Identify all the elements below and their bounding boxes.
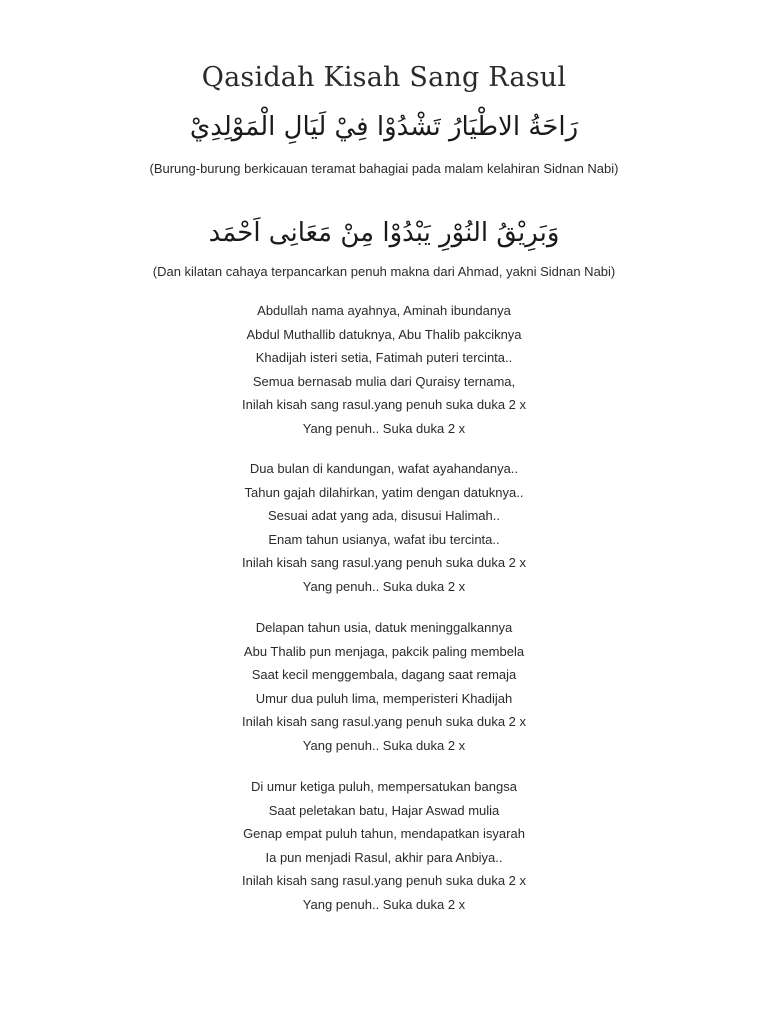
stanza-line: Inilah kisah sang rasul.yang penuh suka duka 2 x (241, 555, 527, 570)
stanza-2 (0, 457, 768, 598)
stanza-line: Yang penuh.. Suka duka 2 x (302, 420, 466, 436)
translation-verse-2: (Dan kilatan cahaya terpancarkan penuh makna dari Ahmad, yakni Sidnan Nabi) (152, 264, 616, 279)
stanza-line: Genap empat puluh tahun, mendapatkan isyarah (243, 826, 525, 841)
stanza-line: Saat kecil menggembala, dagang saat remaja (251, 667, 517, 682)
stanza-line: Umur dua puluh lima, memperisteri Khadijah (255, 690, 513, 706)
stanza-line: Yang penuh.. Suka duka 2 x (302, 737, 466, 753)
stanza-line: Di umur ketiga puluh, mempersatukan bangsa (251, 779, 517, 794)
stanza-1 (0, 299, 768, 440)
stanza-line: Abdullah nama ayahnya, Aminah ibundanya (257, 303, 511, 318)
stanza-line: Sesuai adat yang ada, disusui Halimah.. (268, 508, 500, 523)
stanza-line: Delapan tahun usia, datuk meninggalkannya (255, 620, 513, 635)
stanza-line: Saat peletakan batu, Hajar Aswad mulia (268, 802, 500, 818)
stanza-3 (0, 616, 768, 757)
stanza-line: Abdul Muthallib datuknya, Abu Thalib pakciknya (246, 326, 522, 342)
stanza-line: Inilah kisah sang rasul.yang penuh suka duka 2 x (241, 714, 527, 729)
arabic-verse-2: وَبَرِيْقُ النُوْرِ يَبْدُوْا مِنْ مَعَانِى اَحْمَد (208, 218, 560, 248)
stanza-line: Inilah kisah sang rasul.yang penuh suka duka 2 x (241, 397, 527, 412)
stanza-line: Ia pun menjadi Rasul, akhir para Anbiya.. (265, 849, 503, 865)
translation-verse-1: (Burung-burung berkicauan teramat bahagiai pada malam kelahiran Sidnan Nabi) (149, 161, 619, 176)
stanza-line: Semua bernasab mulia dari Quraisy ternama, (252, 373, 516, 389)
stanza-line: Khadijah isteri setia, Fatimah puteri tercinta.. (255, 350, 513, 365)
stanza-line: Enam tahun usianya, wafat ibu tercinta.. (268, 531, 500, 547)
page-title: Qasidah Kisah Sang Rasul (201, 62, 567, 93)
stanza-line: Yang penuh.. Suka duka 2 x (302, 896, 466, 912)
stanza-line: Abu Thalib pun menjaga, pakcik paling membela (243, 643, 525, 659)
stanza-line: Yang penuh.. Suka duka 2 x (302, 578, 466, 594)
stanza-line: Dua bulan di kandungan, wafat ayahandanya.. (249, 461, 519, 476)
stanza-line: Tahun gajah dilahirkan, yatim dengan datuknya.. (244, 484, 524, 500)
stanza-4 (0, 775, 768, 916)
arabic-verse-1: رَاحَةُ الاطْيَارُ تَشْدُوْا فِيْ لَيَالِ الْمَوْلِدِيْ (189, 112, 579, 142)
stanza-line: Inilah kisah sang rasul.yang penuh suka duka 2 x (241, 873, 527, 888)
